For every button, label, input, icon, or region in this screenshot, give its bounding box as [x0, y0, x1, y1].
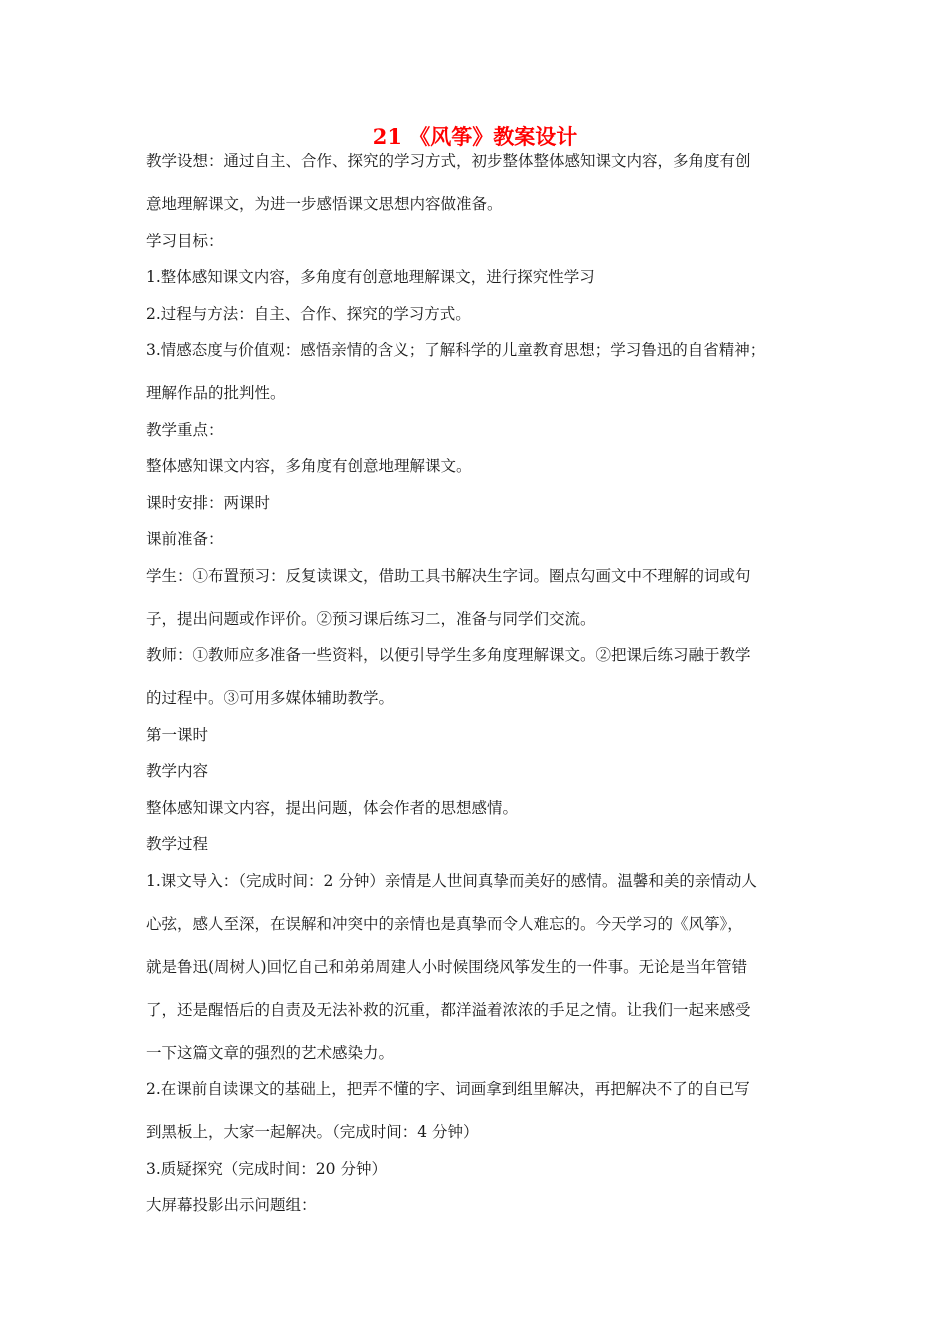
- text-line: [146, 1119, 836, 1156]
- text-line: [146, 1040, 836, 1077]
- text-line: [146, 795, 836, 832]
- text-line-content: 了，还是醒悟后的自责及无法补救的沉重，都洋溢着浓浓的手足之情。让我们一起来感受: [146, 1000, 751, 1019]
- text-line: [146, 417, 836, 454]
- text-line-content: 2.在课前自读课文的基础上，把弄不懂的字、词画拿到组里解决，再把解决不了的自已写: [146, 1080, 750, 1098]
- text-line-content: 的过程中。③可用多媒体辅助教学。: [146, 689, 395, 707]
- text-line: [146, 380, 836, 417]
- text-line: [146, 563, 836, 606]
- text-line: [146, 526, 836, 563]
- text-line-content: 教学重点：: [146, 420, 224, 439]
- text-line-content: 教学内容: [146, 762, 209, 780]
- text-line-content: 到黑板上，大家一起解决。（完成时间：4 分钟）: [146, 1123, 479, 1141]
- text-line: [146, 1076, 836, 1119]
- text-line-content: 1.课文导入：（完成时间：2 分钟）亲情是人世间真挚而美好的感情。温馨和美的亲情动人: [146, 871, 757, 890]
- text-line-content: 1.整体感知课文内容，多角度有创意地理解课文，进行探究性学习: [146, 268, 595, 286]
- text-line: [146, 337, 836, 380]
- text-line-content: 一下这篇文章的强烈的艺术感染力。: [146, 1043, 395, 1062]
- text-line: [146, 606, 836, 643]
- text-line: [146, 264, 836, 301]
- text-line-content: 教师：①教师应多准备一些资料，以便引导学生多角度理解课文。②把课后练习融于教学: [146, 646, 751, 664]
- text-line: [146, 911, 836, 954]
- text-line: [146, 831, 836, 868]
- text-line-content: 3.情感态度与价值观：感悟亲情的含义；了解科学的儿童教育思想；学习鲁迅的自省精神；: [146, 341, 766, 359]
- text-line-content: 2.过程与方法：自主、合作、探究的学习方式。: [146, 304, 471, 323]
- text-line-content: 第一课时: [146, 725, 209, 744]
- text-line-content: 学生：①布置预习：反复读课文，借助工具书解决生字词。圈点勾画文中不理解的词或句: [146, 566, 751, 585]
- text-line: [146, 453, 836, 490]
- text-line: [146, 642, 836, 685]
- text-line: [146, 997, 836, 1040]
- text-line: [146, 191, 836, 228]
- text-line: [146, 148, 836, 191]
- text-line-content: 教学设想：通过自主、合作、探究的学习方式，初步整体整体感知课文内容，多角度有创: [146, 152, 751, 170]
- text-line-content: 子，提出问题或作评价。②预习课后练习二，准备与同学们交流。: [146, 609, 596, 628]
- document-body: [146, 148, 836, 1229]
- text-line: [146, 758, 836, 795]
- text-line: [146, 954, 836, 997]
- text-line-content: 课前准备：: [146, 530, 224, 548]
- text-line-content: 就是鲁迅(周树人)回忆自己和弟弟周建人小时候围绕风筝发生的一件事。无论是当年管错: [146, 957, 748, 976]
- text-line: [146, 868, 836, 911]
- text-line-content: 心弦，感人至深，在误解和冲突中的亲情也是真挚而令人难忘的。今天学习的《风筝》，: [146, 914, 743, 933]
- text-line: [146, 1192, 836, 1229]
- text-line-content: 理解作品的批判性。: [146, 384, 286, 402]
- text-line-content: 3.质疑探究（完成时间：20 分钟）: [146, 1159, 387, 1178]
- text-line-content: 课时安排：两课时: [146, 493, 271, 512]
- text-line-content: 意地理解课文，为进一步感悟课文思想内容做准备。: [146, 195, 503, 213]
- text-line: [146, 228, 836, 265]
- text-line-content: 整体感知课文内容，提出问题，体会作者的思想感情。: [146, 798, 519, 817]
- text-line-content: 学习目标：: [146, 231, 224, 250]
- text-line-content: 教学过程: [146, 835, 209, 853]
- text-line: [146, 1156, 836, 1193]
- text-line-content: 大屏幕投影出示问题组：: [146, 1196, 317, 1214]
- text-line: [146, 490, 836, 527]
- text-line: [146, 685, 836, 722]
- text-line: [146, 722, 836, 759]
- text-line: [146, 301, 836, 338]
- document-title: 21 《风筝》教案设计: [372, 124, 578, 149]
- text-line-content: 整体感知课文内容，多角度有创意地理解课文。: [146, 457, 472, 475]
